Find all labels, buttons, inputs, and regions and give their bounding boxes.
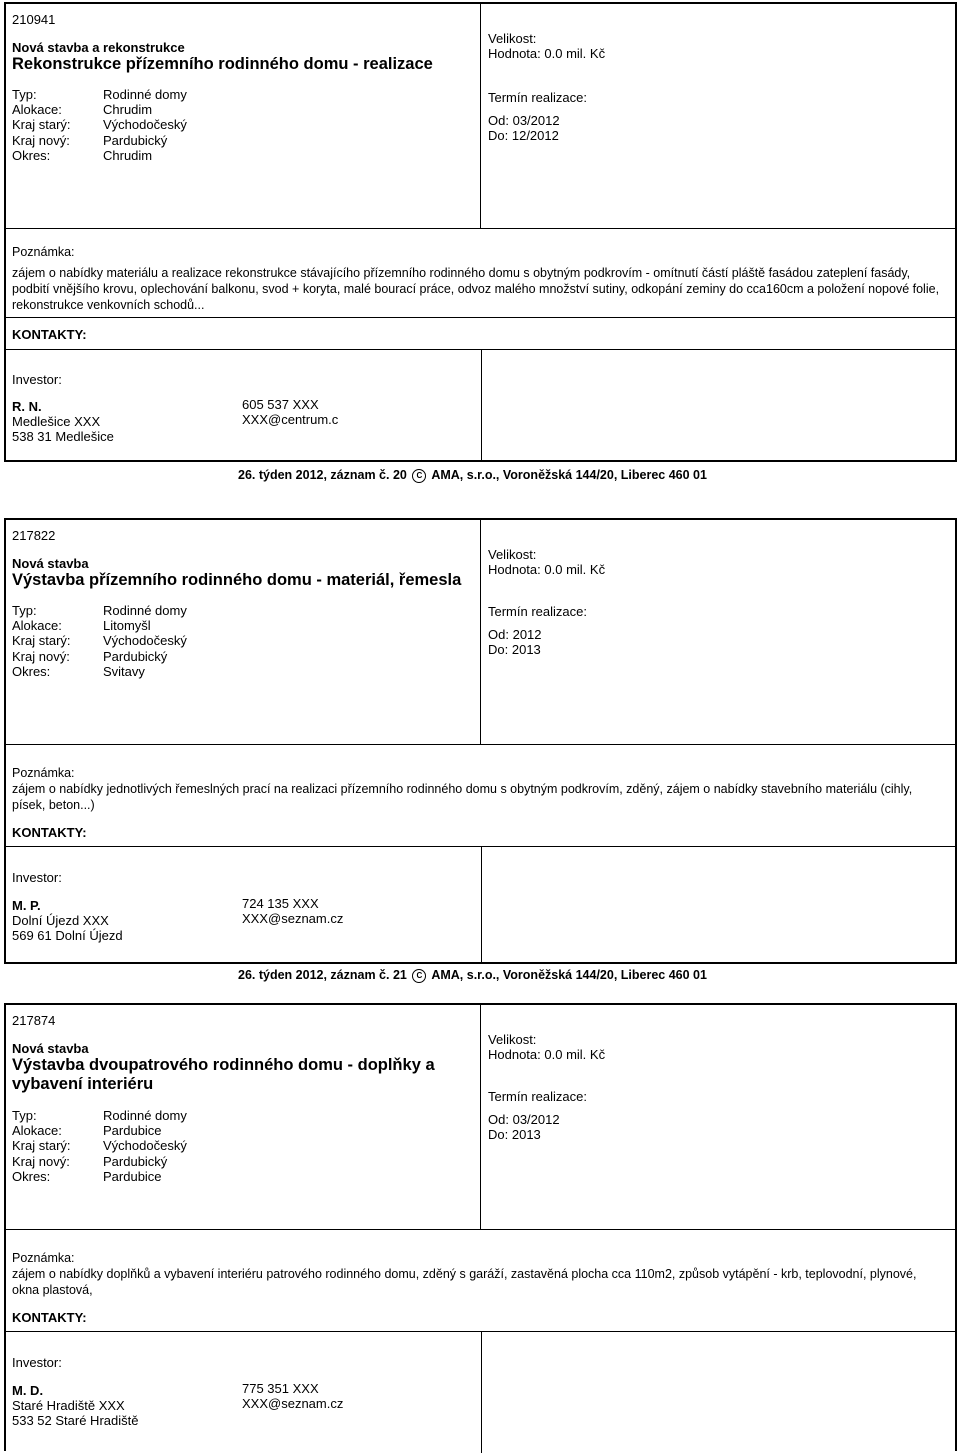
od-label: Od:: [488, 113, 509, 128]
footer-week: 26. týden 2012, záznam č. 20: [238, 468, 407, 482]
kontakty-heading: KONTAKTY:: [12, 825, 87, 840]
contact-details: [242, 1381, 343, 1411]
alokace-value: Litomyšl: [103, 618, 151, 634]
contact-phone: 775 351 XXX: [242, 1381, 319, 1396]
contact-email: XXX@seznam.cz: [242, 1396, 344, 1412]
copyright-icon: C: [412, 469, 426, 483]
do-line: [488, 642, 541, 657]
poznamka-label: Poznámka:: [12, 1251, 75, 1265]
contact-address-line2: 533 52 Staré Hradiště: [12, 1413, 139, 1429]
divider: [6, 317, 955, 318]
contact-name: M. P.: [12, 898, 41, 913]
record-left-column: [6, 4, 481, 228]
contact-divider: [481, 1331, 482, 1453]
od-line: [488, 627, 542, 642]
contact-address-line1: Staré Hradiště XXX: [12, 1398, 125, 1413]
contact-phone: 724 135 XXX: [242, 896, 319, 911]
od-value: 03/2012: [512, 1112, 560, 1127]
contact-address-line1: Dolní Újezd XXX: [12, 913, 109, 928]
do-line: [488, 1127, 541, 1142]
record-attributes: [12, 603, 187, 679]
kraj-novy-label: Kraj nový:: [12, 132, 70, 148]
hodnota-label: Hodnota:: [488, 562, 541, 577]
footer-publisher: AMA, s.r.o., Voroněžská 144/20, Liberec 460 01: [431, 468, 707, 482]
do-label: Do:: [488, 128, 509, 143]
termin-label: Termín realizace:: [488, 1089, 587, 1104]
record-header: [6, 4, 955, 228]
okres-label: Okres:: [12, 147, 51, 163]
record-right-column: [481, 520, 955, 744]
contact-address: [12, 414, 114, 444]
kraj-stary-label: Kraj starý:: [12, 633, 71, 649]
record-card: [4, 518, 957, 964]
do-value: 2013: [511, 1127, 541, 1142]
record-right-column: [481, 1005, 955, 1229]
record-title: Rekonstrukce přízemního rodinného domu - realizace: [12, 55, 433, 73]
contact-phone: 605 537 XXX: [242, 397, 319, 412]
od-line: [488, 113, 560, 128]
kraj-novy-value: Pardubický: [103, 1153, 168, 1169]
divider: [6, 1229, 955, 1230]
poznamka-label: Poznámka:: [12, 766, 75, 780]
kraj-novy-value: Pardubický: [103, 132, 168, 148]
footer-publisher: AMA, s.r.o., Voroněžská 144/20, Liberec 460 01: [431, 968, 707, 982]
contact-email: XXX@seznam.cz: [242, 911, 344, 927]
kontakty-heading: KONTAKTY:: [12, 1310, 87, 1325]
record-kind: Nová stavba: [12, 1041, 89, 1056]
kraj-novy-label: Kraj nový:: [12, 648, 70, 664]
poznamka-text: zájem o nabídky doplňků a vybavení interiéru patrového rodinného domu, zděný s garáží, zastavěná plocha cca 110m2, způsob vytápění - krb, teplovodní, plynové, okna plastová,: [12, 1267, 917, 1297]
termin-label: Termín realizace:: [488, 604, 587, 619]
record-header: [6, 1005, 955, 1229]
record-attributes: [12, 87, 187, 163]
contact-details: [242, 397, 338, 427]
contact-address: [12, 1398, 138, 1428]
od-label: Od:: [488, 627, 509, 642]
kraj-stary-value: Východočeský: [103, 1138, 187, 1154]
record-card: [4, 2, 957, 462]
contact-name: M. D.: [12, 1383, 44, 1398]
kraj-novy-label: Kraj nový:: [12, 1153, 70, 1169]
do-label: Do:: [488, 642, 509, 657]
page-footer: [238, 968, 707, 983]
record-id: 210941: [12, 12, 56, 27]
do-value: 2013: [511, 642, 541, 657]
contact-address: [12, 913, 123, 943]
kraj-stary-label: Kraj starý:: [12, 1138, 71, 1154]
hodnota-value: 0.0 mil. Kč: [544, 562, 606, 577]
record-id: 217874: [12, 1013, 56, 1028]
page-footer: [238, 468, 707, 483]
record-title: Výstavba přízemního rodinného domu - materiál, řemesla: [12, 571, 462, 589]
alokace-value: Pardubice: [103, 1123, 162, 1139]
divider: [6, 744, 955, 745]
record-left-column: [6, 1005, 481, 1229]
hodnota-line: [488, 562, 605, 577]
od-value: 03/2012: [512, 113, 560, 128]
contact-details: [242, 896, 343, 926]
contact-address-line2: 569 61 Dolní Újezd: [12, 928, 123, 944]
od-value: 2012: [512, 627, 542, 642]
typ-value: Rodinné domy: [103, 87, 187, 102]
poznamka-text: zájem o nabídky materiálu a realizace rekonstrukce stávajícího přízemního rodinného domu s obytným podkrovím - omítnutí částí pláště fasádou zateplení fasády, podbití vnějšího krovu, oplechování balkonu, svod + koryta, malé bourací práce, odvoz malého množství sutiny, odkopání zeminy do cca160cm a položení nopové folie, rekonstrukce venkovních schodů...: [12, 266, 940, 312]
record-header: [6, 520, 955, 744]
poznamka-text: zájem o nabídky jednotlivých řemeslných prací na realizaci přízemního rodinného domu s obytným podkrovím, zděný, zájem o nabídky stavebního materiálu (cihly, písek, beton...): [12, 782, 913, 812]
investor-label: Investor:: [12, 870, 62, 885]
od-line: [488, 1112, 560, 1127]
velikost-label: Velikost:: [488, 31, 537, 46]
typ-label: Typ:: [12, 603, 37, 618]
kraj-stary-value: Východočeský: [103, 633, 187, 649]
typ-value: Rodinné domy: [103, 1108, 187, 1123]
typ-label: Typ:: [12, 87, 37, 102]
investor-label: Investor:: [12, 1355, 62, 1370]
kraj-stary-value: Východočeský: [103, 117, 187, 133]
contact-address-line2: 538 31 Medlešice: [12, 429, 114, 445]
alokace-label: Alokace:: [12, 1123, 62, 1139]
contact-divider: [481, 846, 482, 962]
record-title: Výstavba dvoupatrového rodinného domu - doplňky a vybavení interiéru: [12, 1056, 435, 1093]
okres-value: Pardubice: [103, 1168, 162, 1184]
record-kind: Nová stavba: [12, 556, 89, 571]
velikost-label: Velikost:: [488, 547, 537, 562]
contact-email: XXX@centrum.c: [242, 412, 339, 428]
okres-label: Okres:: [12, 1168, 51, 1184]
record-left-column: [6, 520, 481, 744]
record-attributes: [12, 1108, 187, 1184]
okres-value: Svitavy: [103, 663, 145, 679]
footer-week: 26. týden 2012, záznam č. 21: [238, 968, 407, 982]
poznamka-label: Poznámka:: [12, 245, 75, 259]
record-right-column: [481, 4, 955, 228]
do-label: Do:: [488, 1127, 509, 1142]
contact-name: R. N.: [12, 399, 42, 414]
od-label: Od:: [488, 1112, 509, 1127]
alokace-label: Alokace:: [12, 102, 62, 118]
record-card: [4, 1003, 957, 1451]
record-id: 217822: [12, 528, 56, 543]
velikost-label: Velikost:: [488, 1032, 537, 1047]
termin-label: Termín realizace:: [488, 90, 587, 105]
hodnota-line: [488, 1047, 605, 1062]
hodnota-line: [488, 46, 605, 61]
okres-value: Chrudim: [103, 147, 153, 163]
alokace-value: Chrudim: [103, 102, 153, 118]
do-line: [488, 128, 559, 143]
investor-label: Investor:: [12, 372, 62, 387]
contact-divider: [481, 349, 482, 460]
kraj-novy-value: Pardubický: [103, 648, 168, 664]
record-kind: Nová stavba a rekonstrukce: [12, 40, 185, 55]
contact-address-line1: Medlešice XXX: [12, 414, 101, 429]
kontakty-heading: KONTAKTY:: [12, 327, 87, 342]
copyright-icon: C: [412, 969, 426, 983]
hodnota-label: Hodnota:: [488, 46, 541, 61]
do-value: 12/2012: [511, 128, 559, 143]
hodnota-value: 0.0 mil. Kč: [544, 46, 606, 61]
hodnota-value: 0.0 mil. Kč: [544, 1047, 606, 1062]
kraj-stary-label: Kraj starý:: [12, 117, 71, 133]
typ-label: Typ:: [12, 1108, 37, 1123]
divider: [6, 228, 955, 229]
typ-value: Rodinné domy: [103, 603, 187, 618]
okres-label: Okres:: [12, 663, 51, 679]
alokace-label: Alokace:: [12, 618, 62, 634]
hodnota-label: Hodnota:: [488, 1047, 541, 1062]
